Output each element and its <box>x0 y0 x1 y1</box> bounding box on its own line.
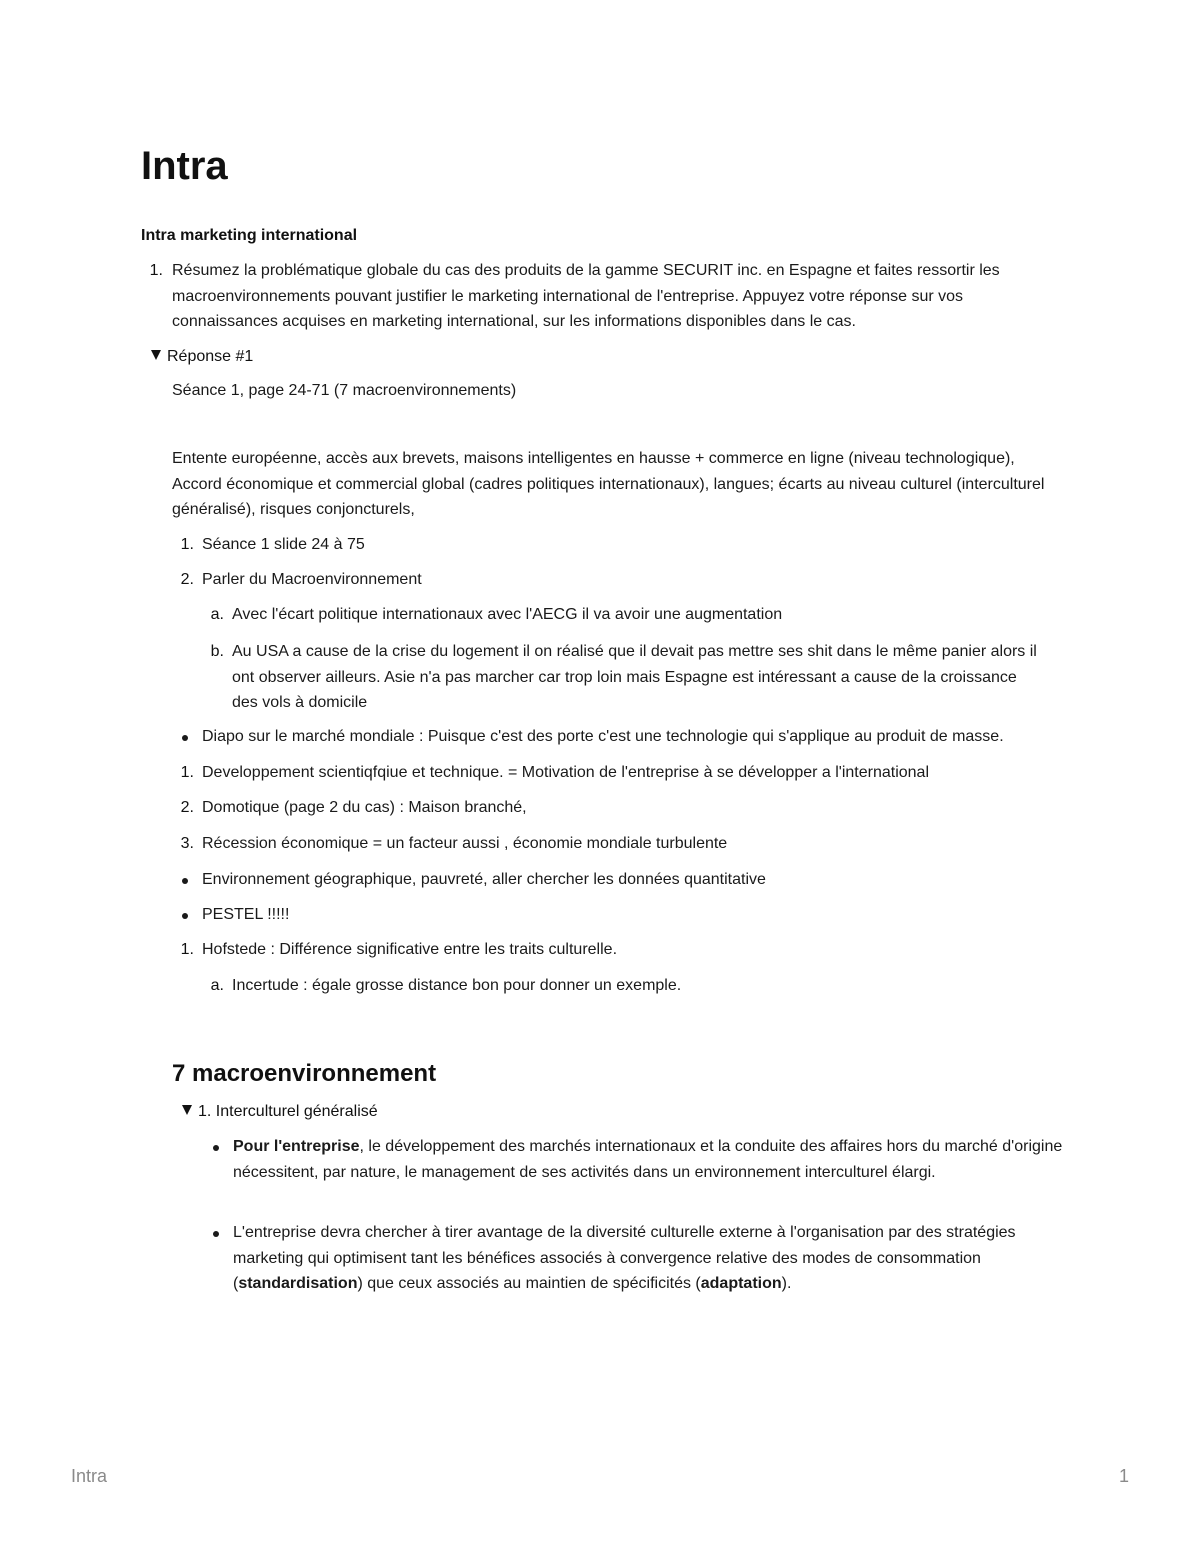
bullet-item <box>233 1220 1063 1297</box>
answer-summary: Entente européenne, accès aux brevets, maisons intelligentes en hausse + commerce en ligne (niveau technologique), Accord économique et commercial global (cadres politiques internationaux), langues; écarts au niveau culturel (interculturel généralisé), risques conjoncturels, <box>172 450 1045 518</box>
list-item-number: 3. <box>180 835 194 852</box>
list-item-number: 1. <box>180 536 194 553</box>
question-number: 1. <box>149 262 163 279</box>
bold-text: adaptation <box>700 1275 782 1292</box>
list-item-number: 1. <box>180 764 194 781</box>
bullet-dot <box>182 913 188 919</box>
sublist-item-letter: a. <box>210 977 224 994</box>
bullet-dot <box>182 878 188 884</box>
answer-toggle-label: Réponse #1 <box>167 348 254 365</box>
answer-reference: Séance 1, page 24-71 (7 macroenvironnements) <box>172 382 517 399</box>
bullet-dot <box>213 1231 219 1237</box>
sublist-item: Incertude : égale grosse distance bon pour donner un exemple. <box>232 977 682 994</box>
footer-title: Intra <box>71 1466 108 1486</box>
list-item: Domotique (page 2 du cas) : Maison branché, <box>202 799 527 816</box>
sublist-item-letter: b. <box>210 643 224 660</box>
page-title: Intra <box>141 144 228 188</box>
page-subtitle: Intra marketing international <box>141 227 358 244</box>
bold-text: standardisation <box>238 1275 358 1292</box>
toggle-triangle-icon[interactable] <box>151 350 161 360</box>
bullet-item: Diapo sur le marché mondiale : Puisque c'est des porte c'est une technologie qui s'applique au produit de masse. <box>202 728 1004 745</box>
list-item: Developpement scientiqfqiue et technique. = Motivation de l'entreprise à se développer a l'international <box>202 764 930 781</box>
page-number: 1 <box>1118 1466 1129 1486</box>
list-item: Hofstede : Différence significative entre les traits culturelle. <box>202 941 618 958</box>
list-item-number: 2. <box>180 571 194 588</box>
bullet-text: ) que ceux associés au maintien de spécificités ( <box>357 1275 701 1292</box>
list-item: Parler du Macroenvironnement <box>202 571 422 588</box>
bullet-item: Environnement géographique, pauvreté, aller chercher les données quantitative <box>202 871 766 888</box>
section-toggle[interactable] <box>182 1101 378 1123</box>
question-text: Résumez la problématique globale du cas des produits de la gamme SECURIT inc. en Espagne et faites ressortir les macroenvironnements pouvant justifier le marketing international de l'entreprise. Appuyez votre réponse sur vos connaissances acquises en marketing international, sur les informations disponibles dans le cas. <box>172 262 1000 330</box>
sublist-item: Au USA a cause de la crise du logement il on réalisé que il devait pas mettre ses shit dans le même panier alors il ont observer ailleurs. Asie n'a pas marcher car trop loin mais Espagne est intéressant a cause de la croissance des vols à domicile <box>232 643 1037 711</box>
section-toggle-label: 1. Interculturel généralisé <box>198 1103 378 1120</box>
bullet-text: , le développement des marchés internationaux et la conduite des affaires hors du marché d'origine nécessitent, par nature, le management de ses activités dans un environnement interculturel élargi. <box>233 1138 1063 1181</box>
bullet-dot <box>182 735 188 741</box>
bullet-item <box>233 1134 1063 1185</box>
list-item-number: 2. <box>180 799 194 816</box>
sublist-item: Avec l'écart politique internationaux avec l'AECG il va avoir une augmentation <box>232 606 783 623</box>
bullet-item: PESTEL !!!!! <box>202 906 290 923</box>
sublist-item-letter: a. <box>210 606 224 623</box>
bullet-dot <box>213 1145 219 1151</box>
bullet-text: L'entreprise devra chercher à tirer avantage de la diversité culturelle externe à l'organisation par des stratégies marketing qui optimisent tant les bénéfices associés à convergence relative des modes de consommation ( <box>233 1224 1016 1292</box>
bold-text: Pour l'entreprise <box>233 1138 360 1155</box>
section-heading: 7 macroenvironnement <box>172 1060 437 1087</box>
list-item: Récession économique = un facteur aussi , économie mondiale turbulente <box>202 835 728 852</box>
toggle-triangle-icon[interactable] <box>182 1105 192 1115</box>
list-item: Séance 1 slide 24 à 75 <box>202 536 365 553</box>
answer-toggle[interactable] <box>151 346 253 368</box>
list-item-number: 1. <box>180 941 194 958</box>
bullet-text: ). <box>781 1275 792 1292</box>
